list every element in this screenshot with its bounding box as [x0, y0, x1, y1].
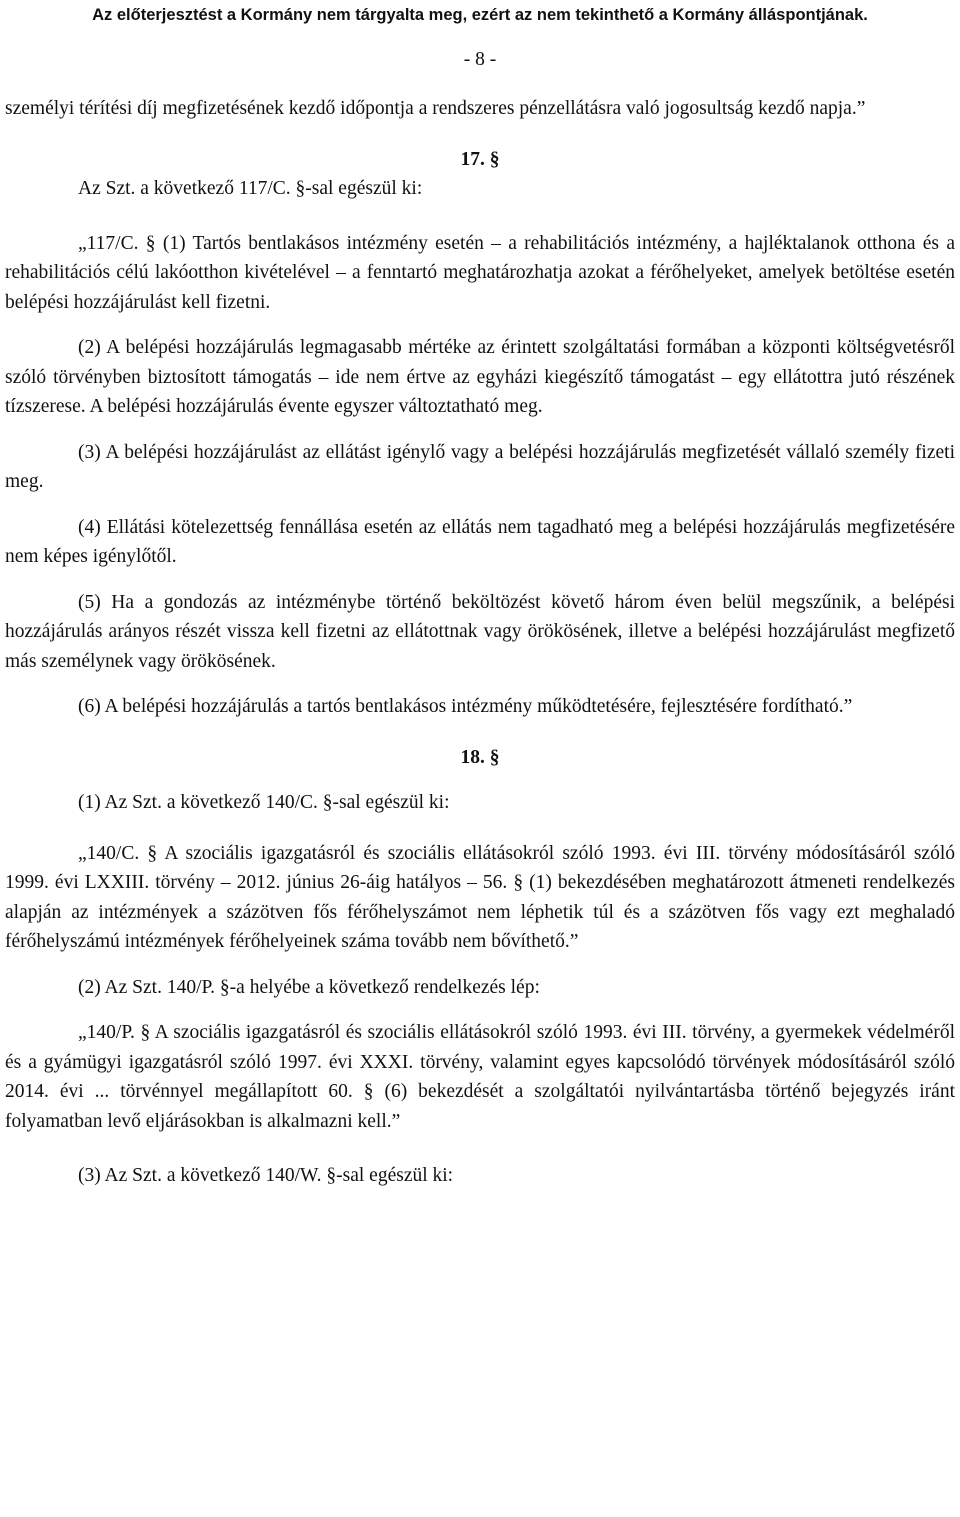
paragraph-18-2: (2) Az Szt. 140/P. §-a helyébe a következő rendelkezés lép: [78, 976, 540, 998]
paragraph-18-1: (1) Az Szt. a következő 140/C. §-sal egészül ki: [78, 792, 450, 813]
document-body [5, 94, 955, 1191]
paragraph-117c-1: „117/C. § (1) Tartós bentlakásos intézmény esetén – a rehabilitációs intézmény, a hajléktalanok otthona és a rehabilitációs célú lakóotthon kivételével – a fenntartó meghatározhatja azokat a férőhelyeket, amelyek betöltése esetén belépési hozzájárulást kell fizetni. [5, 232, 955, 313]
paragraph-140c: „140/C. § A szociális igazgatásról és szociális ellátásokról szóló 1993. évi III. törvény módosításáról szóló 1999. évi LXXIII. törvény – 2012. június 26-áig hatályos – 56. § (1) bekezdésében meghatározott átmeneti rendelkezés alapján az intézmények a százötven fős férőhelyszámot nem léphetik túl és a százötven fős vagy ezt meghaladó férőhelyszámú intézmények férőhelyeinek száma tovább nem bővíthető.” [5, 842, 955, 952]
paragraph-18-3: (3) Az Szt. a következő 140/W. §-sal egészül ki: [78, 1165, 454, 1186]
paragraph-17-intro: Az Szt. a következő 117/C. §-sal egészül ki: [78, 178, 423, 199]
paragraph-117c-2: (2) A belépési hozzájárulás legmagasabb mértéke az érintett szolgáltatási formában a központi költségvetésről szóló törvényben biztosított támogatás – ide nem értve az egyházi kiegészítő támogatást – egy ellátottra jutó részének tízszerese. A belépési hozzájárulás évente egyszer változtatható meg. [5, 337, 955, 417]
section-heading-17: 17. § [460, 148, 500, 170]
paragraph-intro: személyi térítési díj megfizetésének kezdő időpontja a rendszeres pénzellátásra való jogosultság kezdő napja.” [5, 98, 866, 119]
paragraph-117c-5: (5) Ha a gondozás az intézménybe történő beköltözést követő három éven belül megszűnik, a belépési hozzájárulás arányos részét vissza kell fizetni az ellátottnak vagy örökösének, illetve a belépési hozzájárulást megfizető más személynek vagy örökösének. [5, 591, 955, 672]
paragraph-140p: „140/P. § A szociális igazgatásról és szociális ellátásokról szóló 1993. évi III. törvény, a gyermekek védelméről és a gyámügyi igazgatásról szóló 1997. évi XXXI. törvény, valamint egyes kapcsolódó törvények módosításáról szóló 2014. évi ... törvénnyel megállapított 60. § (6) bekezdését a szolgáltatói nyilvántartásba történő bejegyzés iránt folyamatban levő eljárásokban is alkalmazni kell.” [5, 1022, 955, 1132]
section-heading-18: 18. § [460, 746, 500, 768]
document-disclaimer: Az előterjesztést a Kormány nem tárgyalta meg, ezért az nem tekinthető a Kormány álláspontjának. [92, 6, 868, 24]
paragraph-117c-4: (4) Ellátási kötelezettség fennállása esetén az ellátás nem tagadható meg a belépési hozzájárulás megfizetésére nem képes igénylőtől. [5, 516, 955, 567]
paragraph-117c-3: (3) A belépési hozzájárulást az ellátást igénylő vagy a belépési hozzájárulás megfizetését vállaló személy fizeti meg. [5, 441, 955, 492]
page-number: - 8 - [463, 49, 497, 70]
paragraph-117c-6: (6) A belépési hozzájárulás a tartós bentlakásos intézmény működtetésére, fejlesztésére fordítható.” [78, 696, 853, 717]
